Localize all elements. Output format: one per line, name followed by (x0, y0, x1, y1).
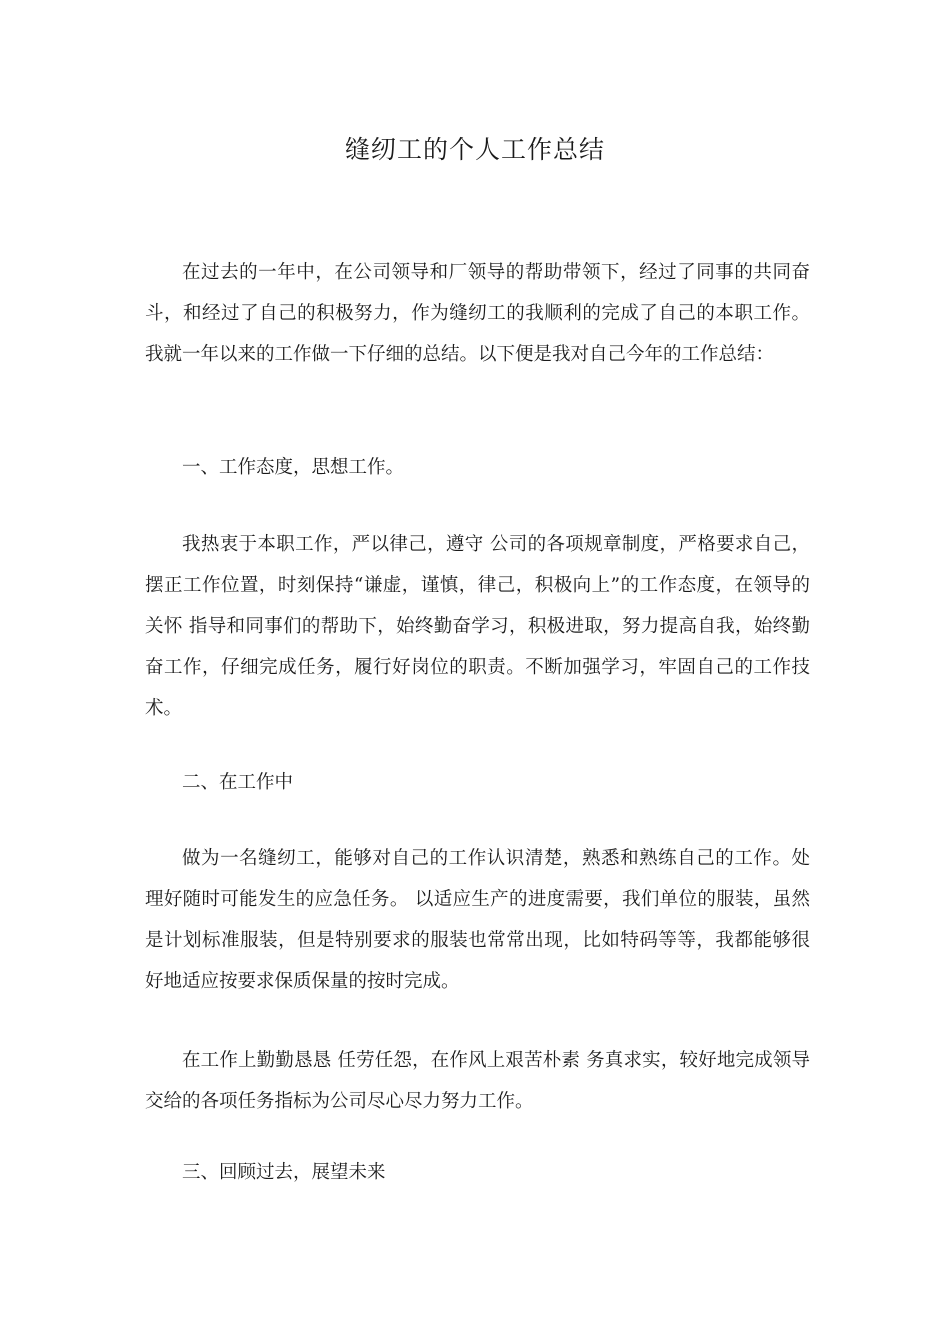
section-2-paragraph-1: 做为一名缝纫工，能够对自己的工作认识清楚，熟悉和熟练自己的工作。处理好随时可能发生的应急任务。 以适应生产的进度需要，我们单位的服装，虽然是计划标准服装，但是特别要求的服装也常常出现，比如特码等等，我都能够很好地适应按要求保质保量的按时完成。 (145, 848, 810, 992)
section-1-paragraph: 我热衷于本职工作，严以律己，遵守 公司的各项规章制度，严格要求自己，摆正工作位置，时刻保持“谦虚，谨慎，律己，积极向上”的工作态度，在领导的关怀 指导和同事们的帮助下，始终勤奋学习，积极进取，努力提高自我，始终勤奋工作，仔细完成任务，履行好岗位的职责。不断加强学习，牢固自己的工作技术。 (145, 534, 810, 719)
section-heading-2: 二、在工作中 (182, 772, 294, 793)
section-2-paragraph-2: 在工作上勤勤恳恳 任劳任怨，在作风上艰苦朴素 务真求实，较好地完成领导交给的各项任务指标为公司尽心尽力努力工作。 (145, 1050, 810, 1112)
section-heading-3: 三、回顾过去，展望未来 (182, 1162, 386, 1183)
document-title: 缝纫工的个人工作总结 (344, 135, 605, 164)
section-heading-1: 一、工作态度，思想工作。 (182, 457, 405, 478)
intro-paragraph: 在过去的一年中，在公司领导和厂领导的帮助带领下，经过了同事的共同奋斗，和经过了自己的积极努力，作为缝纫工的我顺利的完成了自己的本职工作。我就一年以来的工作做一下仔细的总结。以下便是我对自己今年的工作总结： (145, 262, 810, 365)
